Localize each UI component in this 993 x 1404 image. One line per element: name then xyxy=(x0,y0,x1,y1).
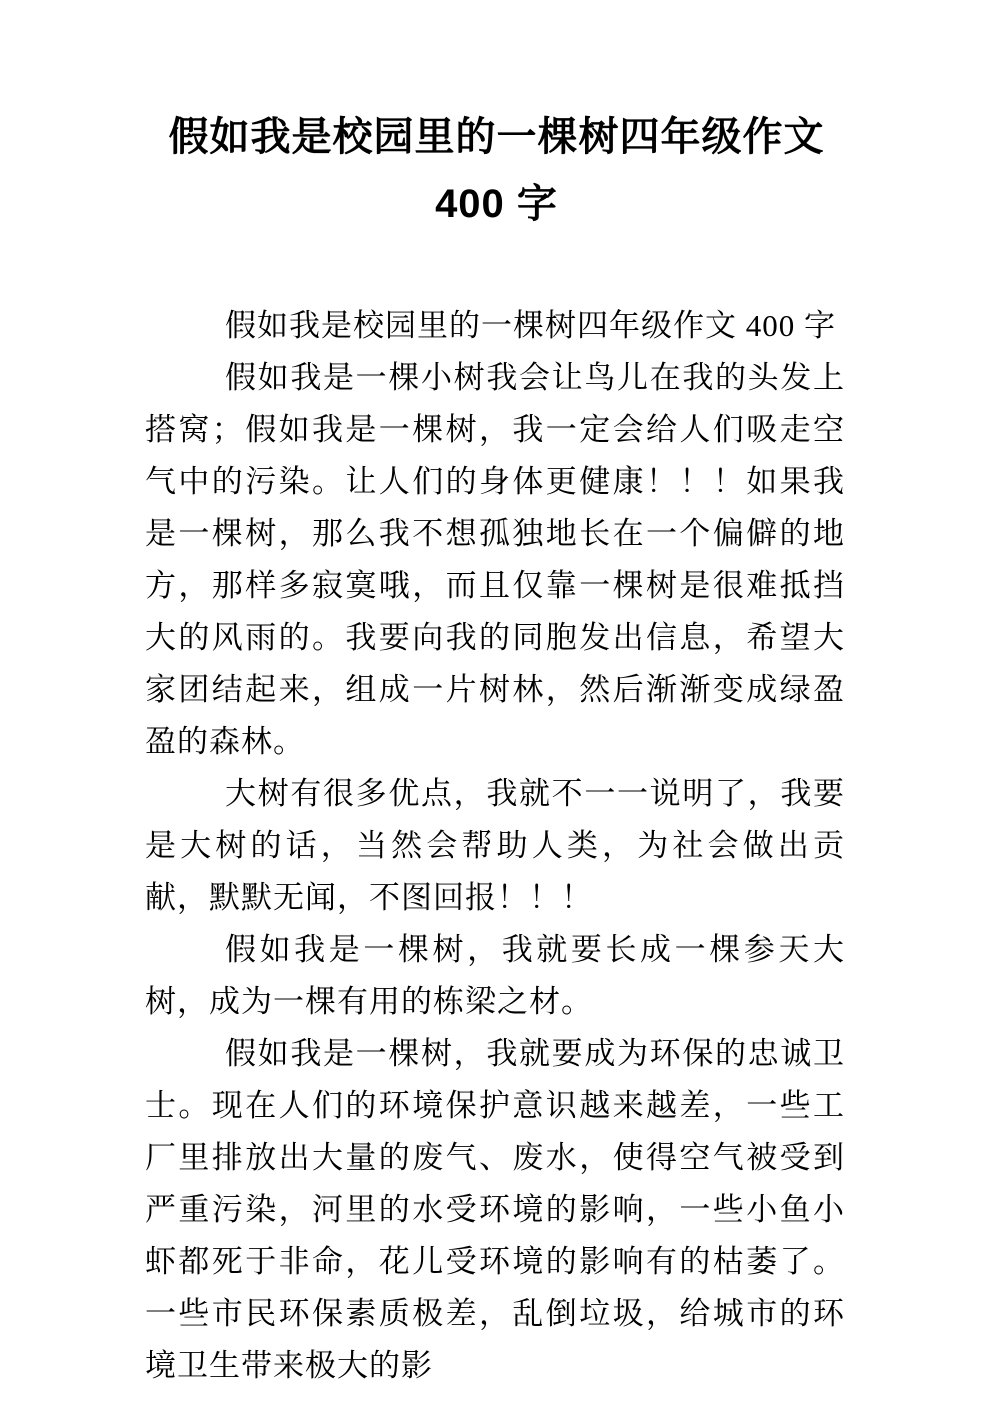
paragraph-title-repeat: 假如我是校园里的一棵树四年级作文 400 字 xyxy=(225,308,836,343)
document-title-line-1: 假如我是校园里的一棵树四年级作文 xyxy=(168,115,825,159)
paragraph: 假如我是一棵树，我就要长成一棵参天大树，成为一棵有用的栋梁之材。 xyxy=(145,932,845,1019)
document-body xyxy=(145,300,845,1392)
paragraph: 大树有很多优点，我就不一一说明了，我要是大树的话，当然会帮助人类，为社会做出贡献，默默无闻，不图回报！！！ xyxy=(145,776,845,915)
document-title-line-2: 400 字 xyxy=(435,182,558,226)
paragraph: 假如我是一棵小树我会让鸟儿在我的头发上搭窝；假如我是一棵树，我一定会给人们吸走空气中的污染。让人们的身体更健康！！！如果我是一棵树，那么我不想孤独地长在一个偏僻的地方，那样多寂寞哦，而且仅靠一棵树是很难抵挡大的风雨的。我要向我的同胞发出信息，希望大家团结起来，组成一片树林，然后渐渐变成绿盈盈的森林。 xyxy=(145,360,845,759)
paragraph: 假如我是一棵树，我就要成为环保的忠诚卫士。现在人们的环境保护意识越来越差，一些工厂里排放出大量的废气、废水，使得空气被受到严重污染，河里的水受环境的影响，一些小鱼小虾都死于非命，花儿受环境的影响有的枯萎了。一些市民环保素质极差，乱倒垃圾，给城市的环境卫生带来极大的影 xyxy=(145,1036,845,1383)
document-title xyxy=(0,0,993,238)
